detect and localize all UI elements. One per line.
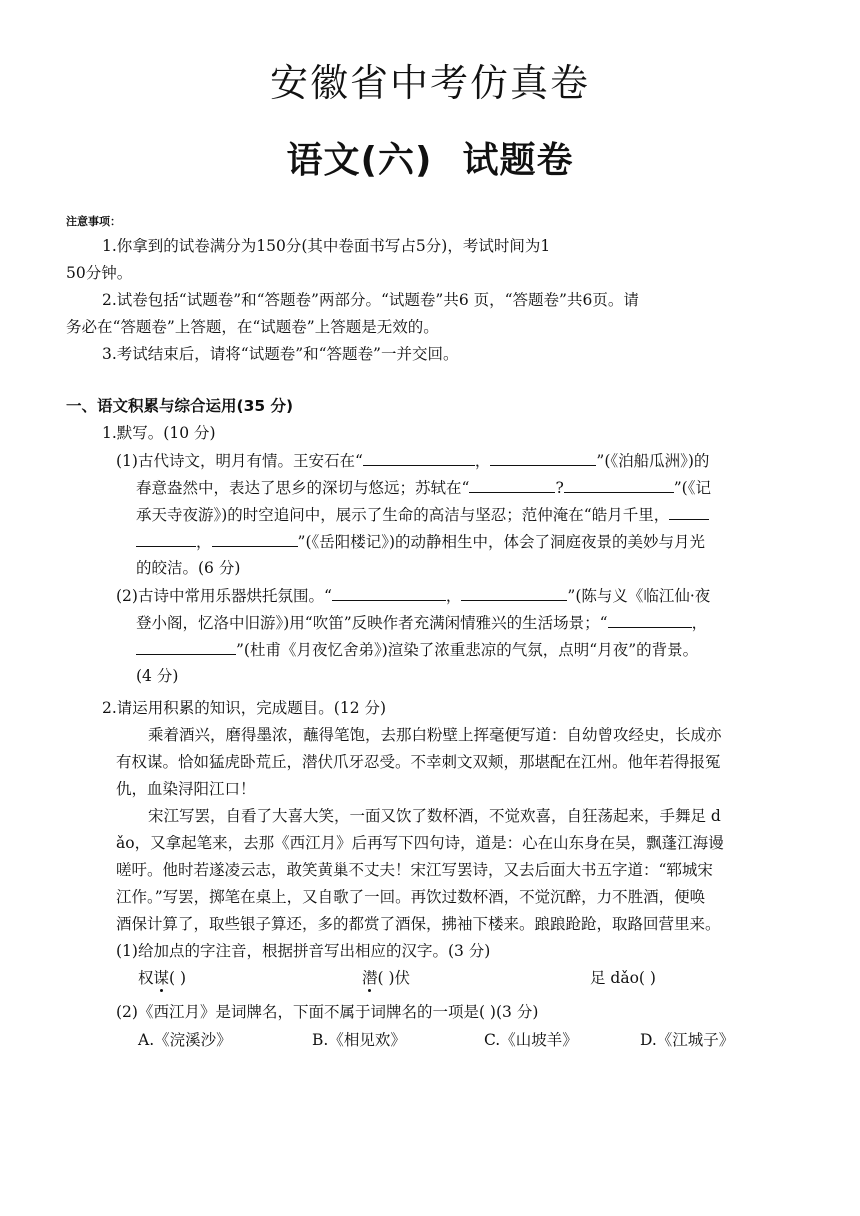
pinyin-item-b	[362, 968, 410, 988]
exam-subtitle	[0, 132, 860, 183]
passage-line: 酒保计算了，取些银子算还，多的都赏了酒保，拂袖下楼来。踉踉跄跄，取路回营里来。	[116, 915, 721, 933]
answer-blank[interactable]	[461, 585, 567, 601]
answer-blank[interactable]	[669, 504, 709, 520]
passage-line: 嗟吁。他时若遂凌云志，敢笑黄巢不丈夫！宋江写罢诗，又去后面大书五字道：“郓城宋	[116, 861, 713, 879]
q1-part1-line-5: 的皎洁。(6 分)	[136, 559, 241, 577]
option-c[interactable]: C.《山坡羊》	[484, 1031, 578, 1049]
answer-blank[interactable]	[332, 585, 446, 601]
passage-line: 乘着酒兴，磨得墨浓，蘸得笔饱，去那白粉壁上挥毫便写道：自幼曾攻经史，长成亦	[148, 726, 722, 744]
answer-blank[interactable]	[136, 639, 236, 655]
q2-sub1-prompt: (1)给加点的字注音，根据拼音写出相应的汉字。(3 分)	[116, 942, 491, 960]
exam-title: 安徽省中考仿真卷	[269, 61, 590, 105]
q1-part1-line-3: 承天寺夜游》)的时空追问中，展示了生命的高洁与坚忍；范仲淹在“皓月千里，	[136, 504, 709, 525]
q1-part1-line-2: 春意盎然中，表达了思乡的深切与悠远；苏轼在“ ? ”(《记	[136, 479, 711, 497]
dotted-char: 谋	[153, 969, 170, 987]
paper-type-label: 试题卷	[462, 140, 574, 181]
notice-item-1-line-2: 50分钟。	[66, 264, 133, 282]
passage-line: 宋江写罢，自看了大喜大笑，一面又饮了数杯酒，不觉欢喜，自狂荡起来，手舞足 d	[148, 807, 721, 825]
notice-item-1-line-1: 1.你拿到的试卷满分为150分(其中卷面书写占5分)，考试时间为1	[102, 237, 551, 255]
answer-blank[interactable]	[136, 531, 196, 547]
section-heading: 一、语文积累与综合运用(35 分)	[66, 397, 294, 415]
passage-line: 有权谋。恰如猛虎卧荒丘，潜伏爪牙忍受。不幸刺文双颊，那堪配在江州。他年若得报冤	[116, 753, 721, 771]
answer-blank[interactable]	[490, 450, 596, 466]
notice-item-2-line-2: 务必在“答题卷”上答题，在“试题卷”上答题是无效的。	[66, 318, 439, 336]
q1-part1-line-1: (1)古代诗文，明月有情。王安石在“ ， ”(《泊船瓜洲》)的	[116, 452, 710, 470]
dotted-char: 潜	[362, 969, 378, 987]
question-2-title: 2.请运用积累的知识，完成题目。(12 分)	[102, 699, 387, 717]
pinyin-item-c[interactable]: 足 dǎo( )	[590, 969, 656, 987]
q1-part1-line-4: ， ”(《岳阳楼记》)的动静相生中，体会了洞庭夜景的美妙与月光	[136, 531, 705, 552]
answer-paren[interactable]: ( )	[169, 969, 187, 987]
passage-line: 仇，血染浔阳江口！	[116, 780, 256, 798]
q1-part2-line-2: 登小阁，忆洛中旧游》)用“吹笛”反映作者充满闲情雅兴的生活场景；“ ，	[136, 614, 708, 632]
answer-blank[interactable]	[608, 612, 692, 628]
notice-item-3: 3.考试结束后，请将“试题卷”和“答题卷”一并交回。	[102, 345, 459, 363]
q2-sub2-prompt: (2)《西江月》是词牌名，下面不属于词牌名的一项是( )(3 分)	[116, 1003, 539, 1021]
option-d[interactable]: D.《江城子》	[640, 1031, 735, 1049]
subject-label: 语文(六)	[286, 140, 433, 181]
passage-line: 江作。”写罢，掷笔在桌上，又自歌了一回。再饮过数杯酒，不觉沉醉，力不胜酒，便唤	[116, 888, 706, 906]
q1-part2-line-3: ”(杜甫《月夜忆舍弟》)渲染了浓重悲凉的气氛，点明“月夜”的背景。	[136, 639, 698, 660]
pinyin-item-a: 权谋( )	[138, 969, 187, 987]
answer-blank[interactable]	[212, 531, 298, 547]
answer-blank[interactable]	[469, 477, 555, 493]
answer-blank[interactable]	[363, 450, 475, 466]
passage-line: ǎo，又拿起笔来，去那《西江月》后再写下四句诗，道是：心在山东身在吴，飘蓬江海谩	[116, 834, 724, 852]
question-1-title: 1.默写。(10 分)	[102, 424, 216, 442]
option-a[interactable]: A.《浣溪沙》	[138, 1031, 232, 1049]
answer-paren[interactable]: ( )伏	[377, 969, 411, 987]
option-b[interactable]: B.《相见欢》	[312, 1031, 406, 1049]
notice-item-2-line-1: 2.试卷包括“试题卷”和“答题卷”两部分。“试题卷”共6 页，“答题卷”共6页。请	[102, 291, 639, 309]
q1-part2-line-4: (4 分)	[136, 667, 179, 685]
notice-heading: 注意事项：	[66, 215, 121, 228]
q1-part2-line-1: (2)古诗中常用乐器烘托氛围。“ ， ”(陈与义《临江仙·夜	[116, 587, 711, 605]
answer-blank[interactable]	[564, 477, 674, 493]
